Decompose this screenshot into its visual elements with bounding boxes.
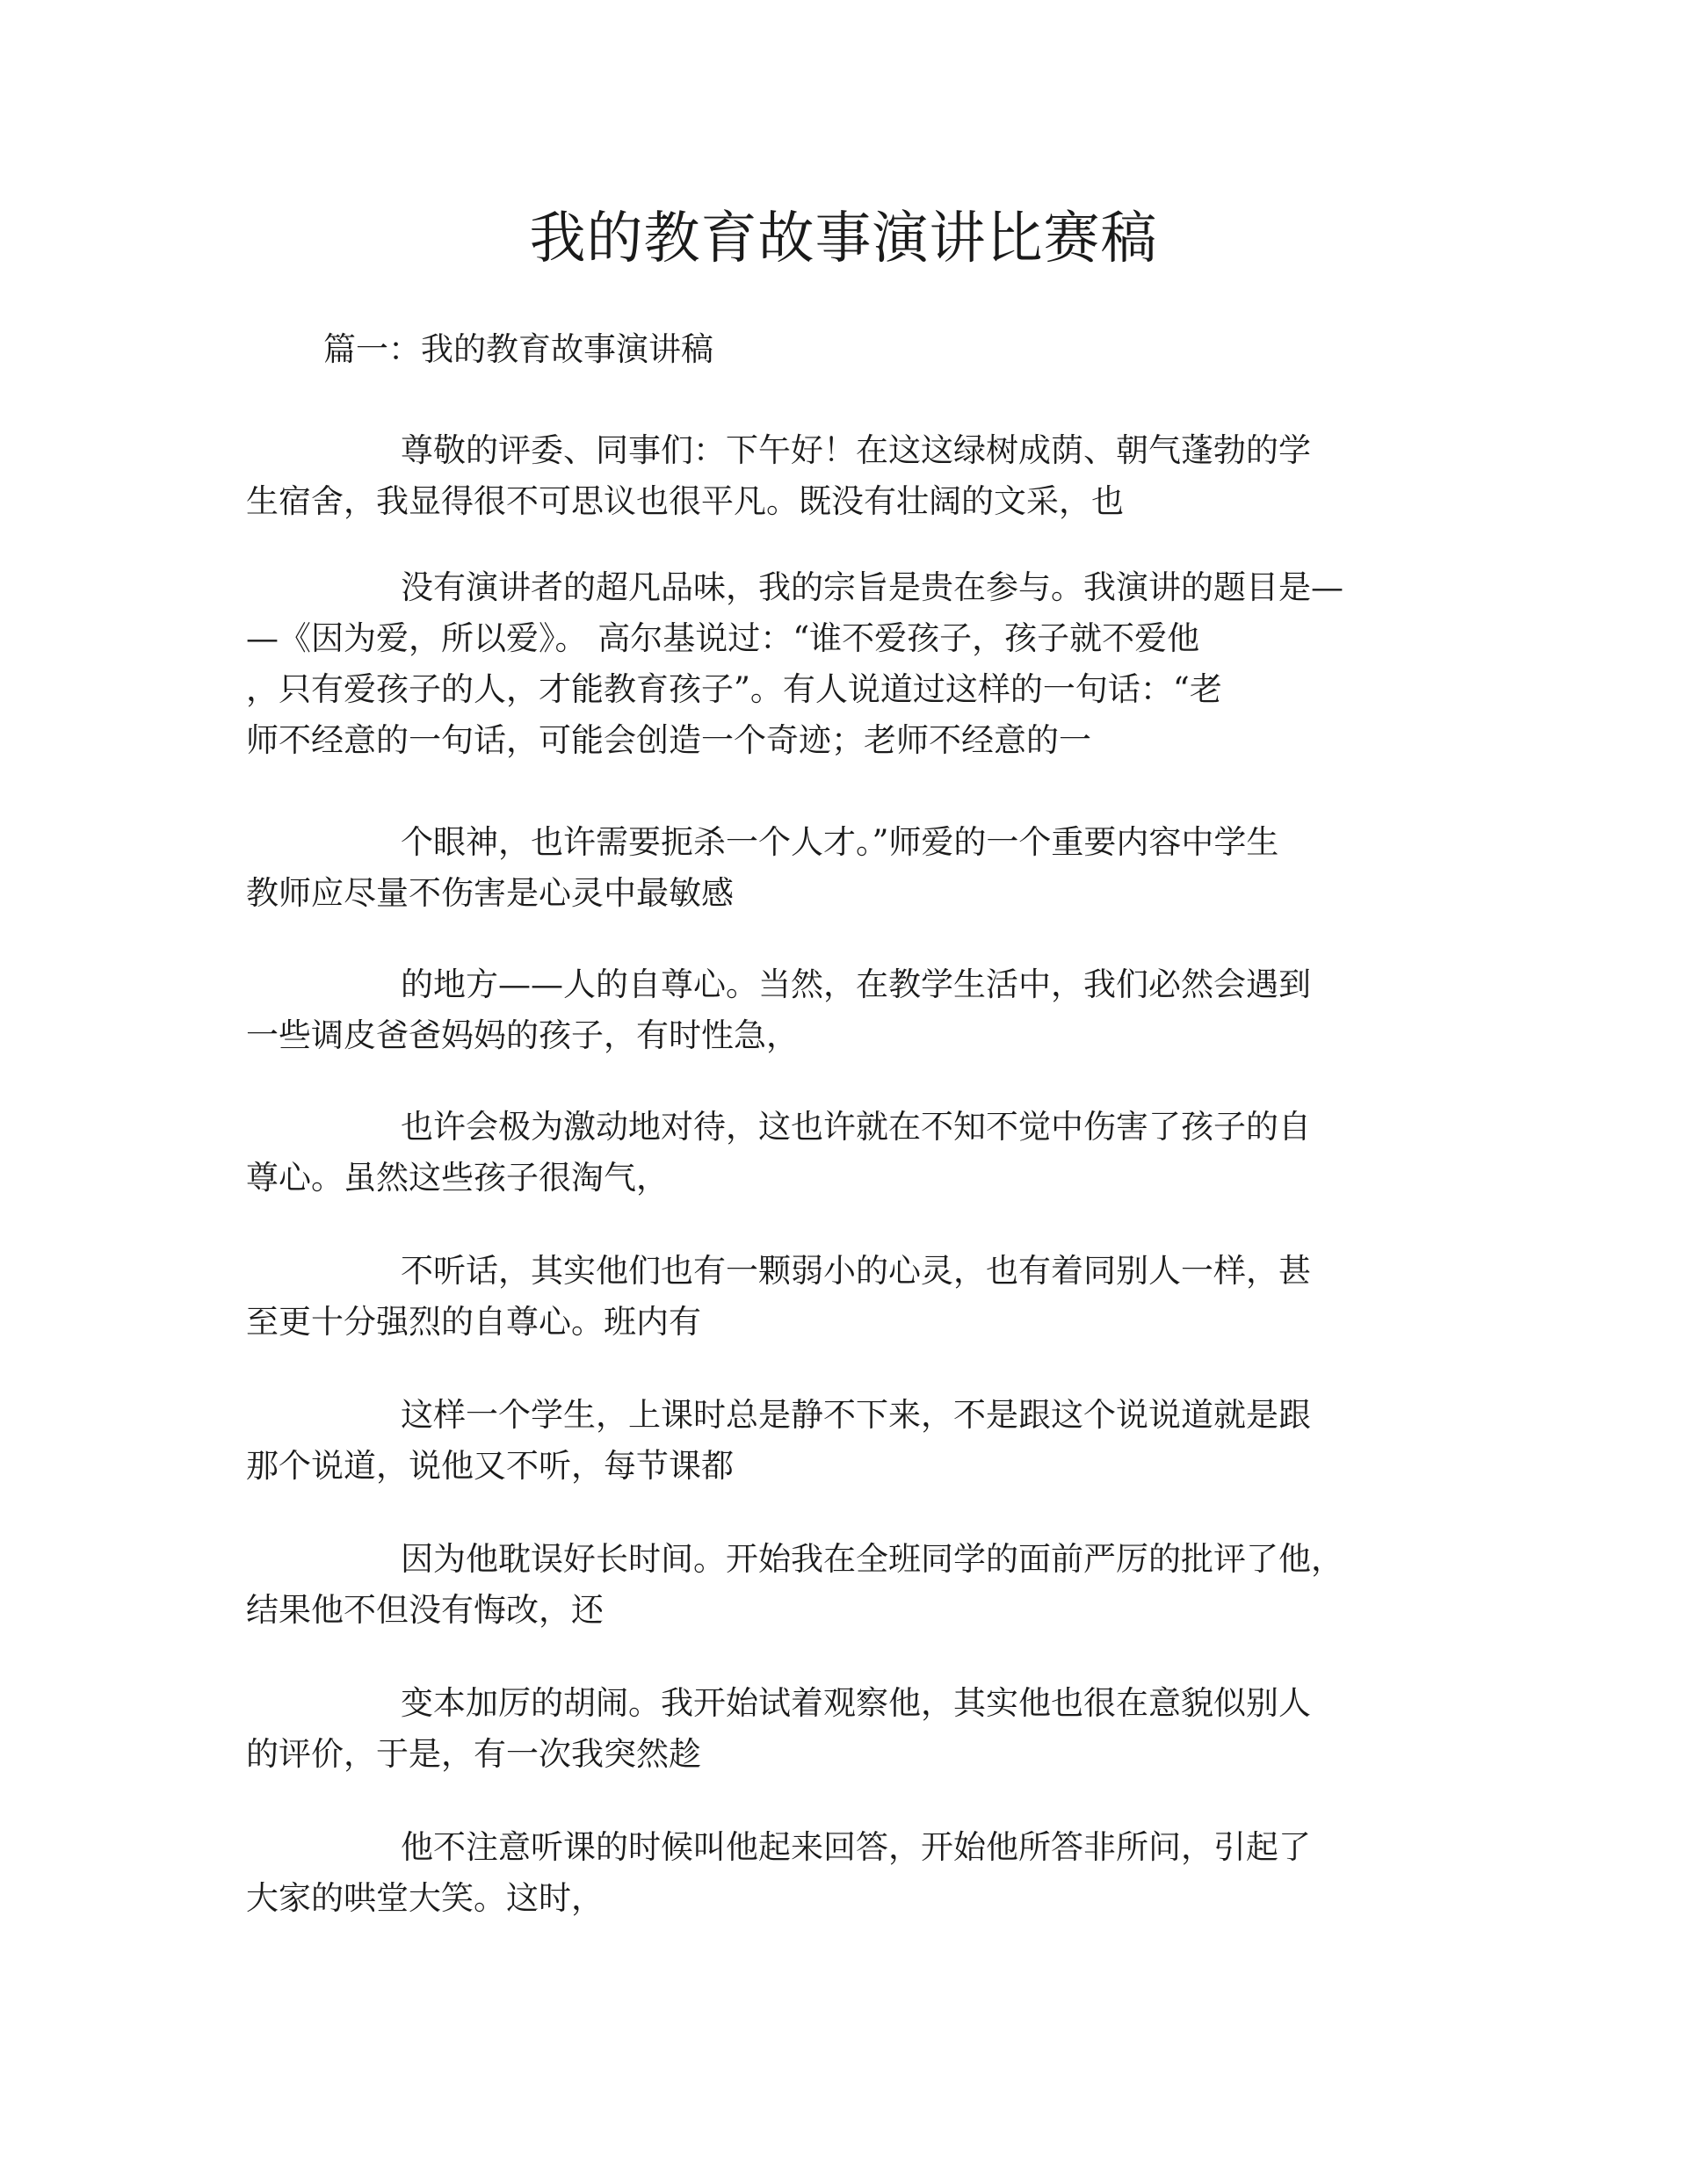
text-line: —《因为爱，所以爱》。 高尔基说过：“谁不爱孩子，孩子就不爱他 [246, 619, 1200, 657]
text-line: 师不经意的一句话，可能会创造一个奇迹；老师不经意的一 [246, 721, 1091, 759]
paragraph-6 [246, 1246, 1371, 1348]
text-line: 他不注意听课的时候叫他起来回答，开始他所答非所问，引起了 [401, 1828, 1311, 1866]
text-line: 变本加厉的胡闹。我开始试着观察他，其实他也很在意貌似别人 [401, 1684, 1311, 1722]
document-title: 我的教育故事演讲比赛稿 [529, 206, 1158, 271]
text-line: 尊敬的评委、同事们：下午好！在这这绿树成荫、朝气蓬勃的学 [401, 431, 1311, 469]
paragraph-4 [246, 959, 1371, 1061]
text-line: 结果他不但没有悔改，还 [246, 1591, 604, 1629]
text-line: 因为他耽误好长时间。开始我在全班同学的面前严厉的批评了他， [401, 1540, 1343, 1578]
text-line: 个眼神，也许需要扼杀一个人才。”师爱的一个重要内容中学生 [401, 823, 1279, 861]
paragraph-5 [246, 1102, 1371, 1204]
paragraph-2 [246, 562, 1371, 766]
text-line: ，只有爱孩子的人，才能教育孩子”。有人说道过这样的一句话：“老 [246, 670, 1222, 708]
paragraph-9 [246, 1678, 1371, 1780]
paragraph-8 [246, 1534, 1371, 1636]
text-line: 也许会极为激动地对待，这也许就在不知不觉中伤害了孩子的自 [401, 1108, 1311, 1146]
text-line: 这样一个学生，上课时总是静不下来，不是跟这个说说道就是跟 [401, 1396, 1311, 1434]
text-line: 不听话，其实他们也有一颗弱小的心灵，也有着同别人一样，甚 [401, 1252, 1311, 1290]
text-line: 没有演讲者的超凡品味，我的宗旨是贵在参与。我演讲的题目是— [401, 568, 1343, 606]
text-line: 一些调皮爸爸妈妈的孩子，有时性急， [246, 1016, 799, 1054]
text-line: 生宿舍，我显得很不可思议也很平凡。既没有壮阔的文采，也 [246, 482, 1124, 520]
paragraph-1 [246, 425, 1371, 527]
text-line: 那个说道，说他又不听，每节课都 [246, 1447, 734, 1485]
paragraph-7 [246, 1390, 1371, 1492]
text-line: 的评价，于是，有一次我突然趁 [246, 1735, 701, 1773]
section-heading: 篇一：我的教育故事演讲稿 [323, 330, 713, 368]
text-line: 尊心。虽然这些孩子很淘气， [246, 1159, 669, 1197]
paragraph-10 [246, 1822, 1371, 1924]
text-line: 至更十分强烈的自尊心。班内有 [246, 1303, 701, 1341]
text-line: 教师应尽量不伤害是心灵中最敏感 [246, 874, 734, 912]
text-line: 大家的哄堂大笑。这时， [246, 1879, 604, 1917]
text-line: 的地方——人的自尊心。当然，在教学生活中，我们必然会遇到 [401, 965, 1311, 1003]
paragraph-3 [246, 817, 1371, 919]
